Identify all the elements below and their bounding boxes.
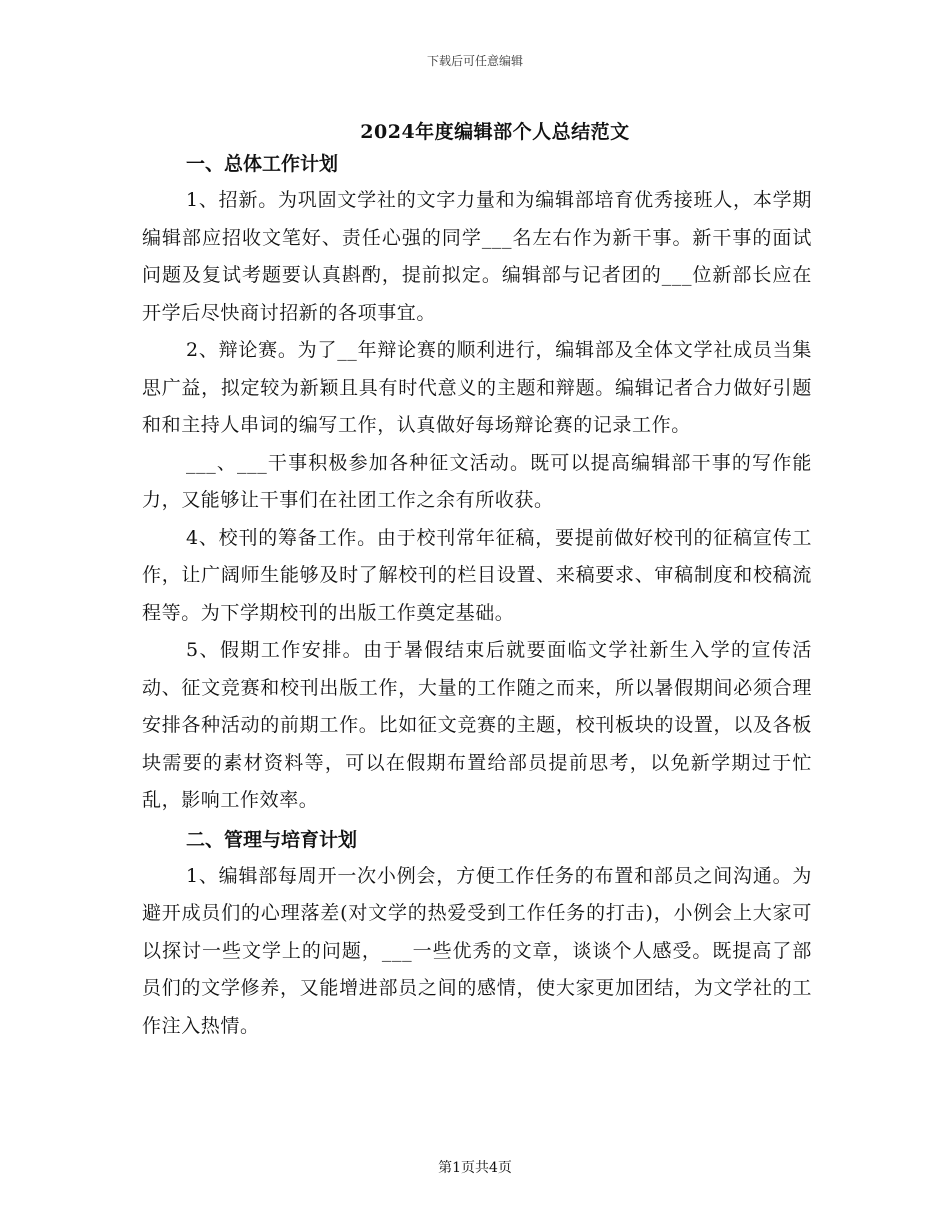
paragraph: 5、假期工作安排。由于暑假结束后就要面临文学社新生入学的宣传活动、征文竞赛和校刊出版工作，大量的工作随之而来，所以暑假期间必须合理安排各种活动的前期工作。比如征文竞赛的主题，校刊板块的设置，以及各板块需要的素材资料等，可以在假期布置给部员提前思考，以免新学期过于忙乱，影响工作效率。	[142, 639, 812, 811]
page-header-note: 下载后可任意编辑	[426, 54, 523, 68]
section-overall-plan	[142, 146, 812, 820]
paragraph: 1、招新。为巩固文学社的文字力量和为编辑部培育优秀接班人，本学期编辑部应招收文笔好、责任心强的同学___名左右作为新干事。新干事的面试问题及复试考题要认真斟酌，提前拟定。编辑部与记者团的___位新部长应在开学后尽快商讨招新的各项事宜。	[142, 189, 812, 324]
paragraph: ___、___干事积极参加各种征文活动。既可以提高编辑部干事的写作能力，又能够让干事们在社团工作之余有所收获。	[142, 451, 812, 511]
paragraph: 2、辩论赛。为了__年辩论赛的顺利进行，编辑部及全体文学社成员当集思广益，拟定较为新颖且具有时代意义的主题和辩题。编辑记者合力做好引题和和主持人串词的编写工作，认真做好每场辩论赛的记录工作。	[142, 339, 812, 436]
section-heading: 二、管理与培育计划	[186, 828, 358, 851]
section-management-plan	[142, 822, 812, 1046]
page-footer-number: 第1页共4页	[438, 1160, 512, 1176]
section-heading: 一、总体工作计划	[186, 153, 339, 175]
document-body	[142, 146, 812, 1045]
document-title: 2024年度编辑部个人总结范文	[360, 121, 630, 143]
paragraph: 1、编辑部每周开一次小例会，方便工作任务的布置和部员之间沟通。为避开成员们的心理落差(对文学的热爱受到工作任务的打击)，小例会上大家可以探讨一些文学上的问题，___一些优秀的文章，谈谈个人感受。既提高了部员们的文学修养，又能增进部员之间的感情，使大家更加团结，为文学社的工作注入热情。	[142, 864, 812, 1037]
paragraph: 4、校刊的筹备工作。由于校刊常年征稿，要提前做好校刊的征稿宣传工作，让广阔师生能够及时了解校刊的栏目设置、来稿要求、审稿制度和校稿流程等。为下学期校刊的出版工作奠定基础。	[142, 526, 812, 624]
